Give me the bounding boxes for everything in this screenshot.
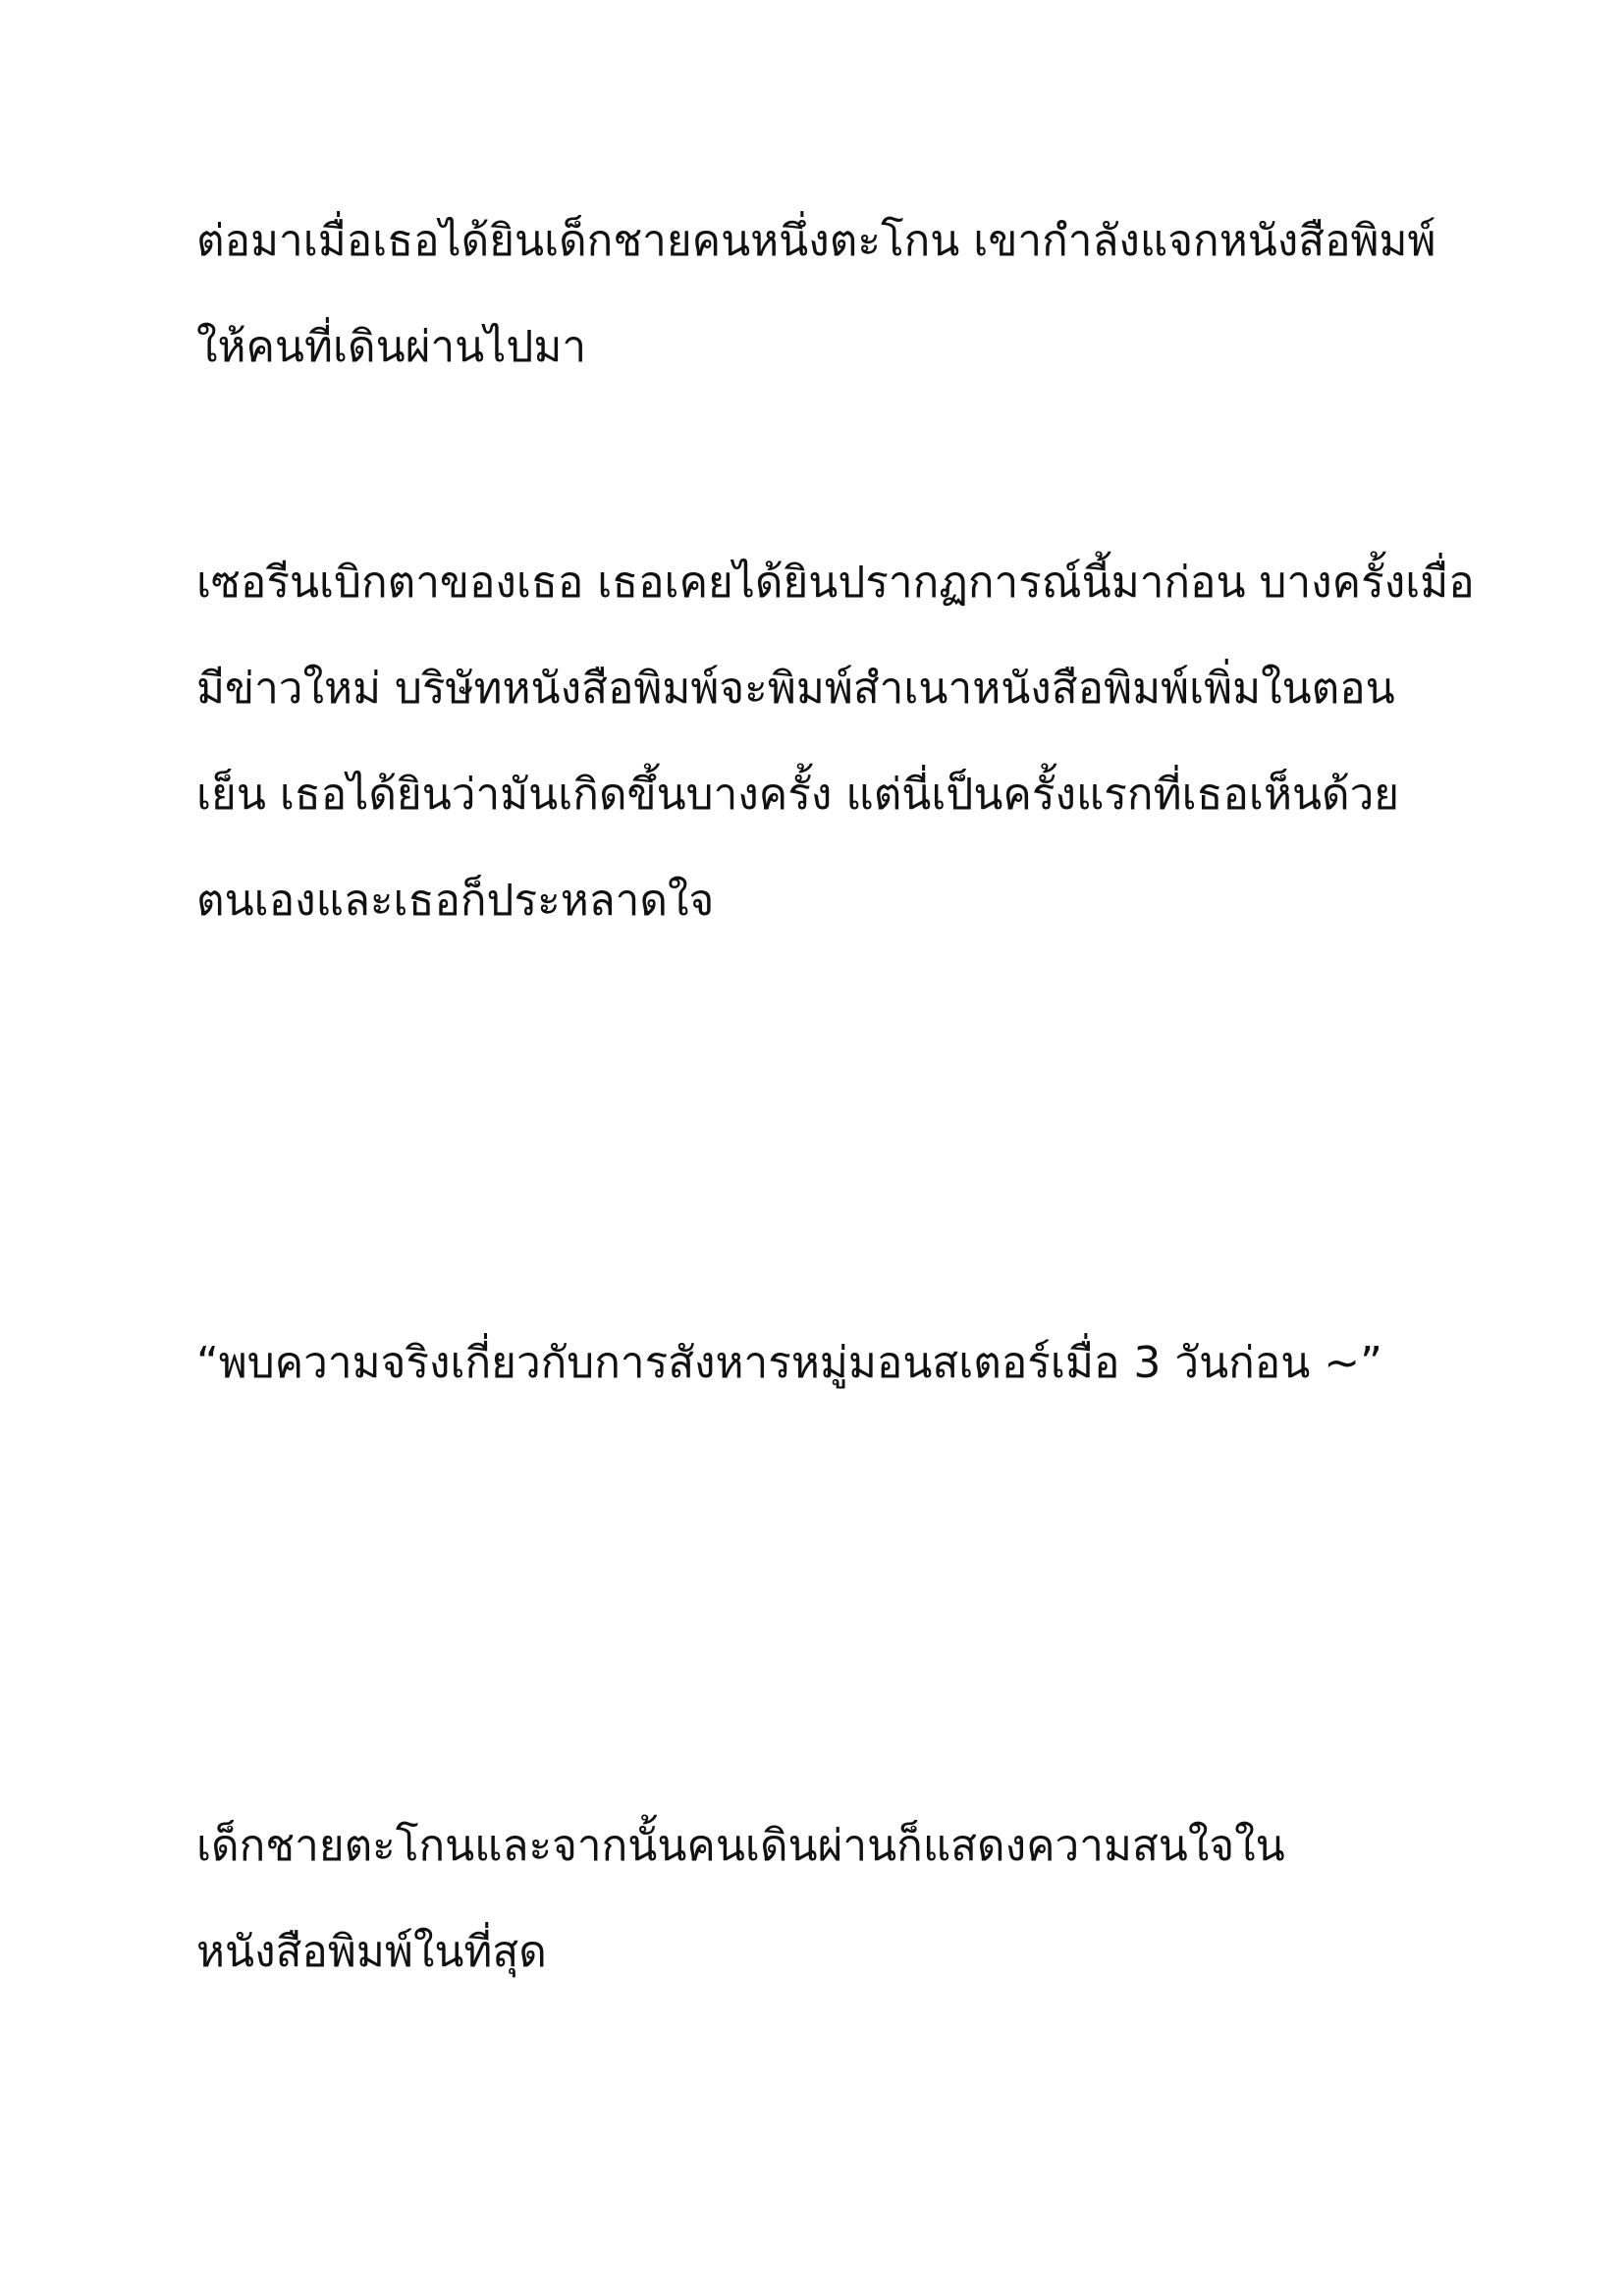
text-line: มีข่าวใหม่ บริษัทหนังสือพิมพ์จะพิมพ์สำเนาหนังสือพิมพ์เพิ่มในตอน (196, 664, 1395, 714)
text-line: ให้คนที่เดินผ่านไปมา (196, 322, 587, 372)
text-line: หนังสือพิมพ์ในที่สุด (196, 1927, 547, 1977)
text-line: เด็กชายตะโกนและจากนั้นคนเดินผ่านก็แสดงความสนใจใน (196, 1821, 1285, 1871)
paragraph-headline-quote (196, 1310, 1473, 1416)
paragraph-passersby-interest (196, 1793, 1473, 2005)
paragraph-serene-reaction (196, 530, 1473, 954)
text-line: เซอรีนเบิกตาของเธอ เธอเคยได้ยินปรากฏการณ์นี้มาก่อน บางครั้งเมื่อ (196, 558, 1475, 608)
quoted-headline: “พบความจริงเกี่ยวกับการสังหารหมู่มอนสเตอร์เมื่อ 3 วันก่อน ~” (196, 1338, 1382, 1388)
paragraph-newspaper-boy (196, 188, 1473, 400)
text-line: ตนเองและเธอก็ประหลาดใจ (196, 876, 715, 926)
text-line: เย็น เธอได้ยินว่ามันเกิดขึ้นบางครั้ง แต่นี่เป็นครั้งแรกที่เธอเห็นด้วย (196, 770, 1400, 820)
text-line: ต่อมาเมื่อเธอได้ยินเด็กชายคนหนึ่งตะโกน เขากำลังแจกหนังสือพิมพ์ (196, 216, 1436, 266)
